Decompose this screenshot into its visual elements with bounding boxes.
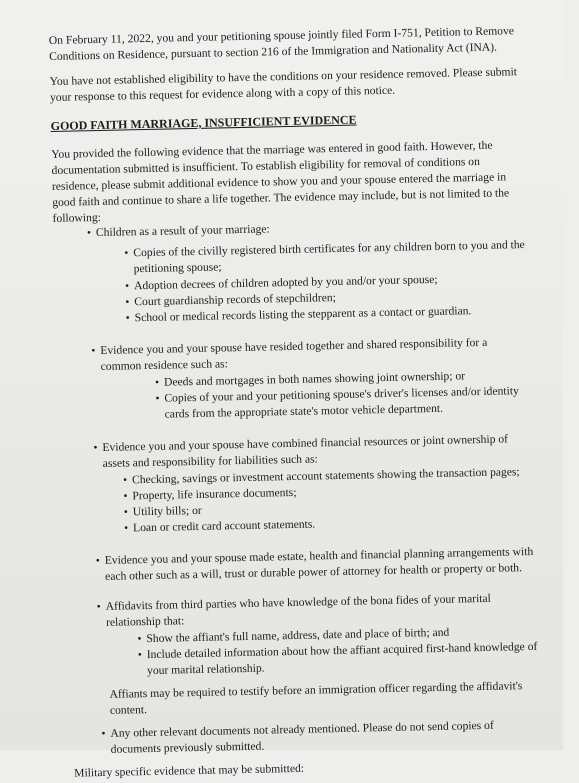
list-item: • Adoption decrees of children adopted by you and/or your spouse; bbox=[125, 270, 526, 294]
military-evidence-line: Military specific evidence that may be submitted: bbox=[74, 761, 305, 780]
eligibility-paragraph: You have not established eligibility to have the conditions on your residence removed. Please submit your response to this request for evidence along with a copy of this notice. bbox=[49, 65, 518, 104]
list-item: • School or medical records listing the stepparent as a contact or guardian. bbox=[126, 302, 527, 326]
list-item: • Property, life insurance documents; bbox=[123, 480, 534, 505]
list-item: • Court guardianship records of stepchildren; bbox=[125, 286, 526, 310]
list-item: • Include detailed information about how the affiant acquired first-hand knowledge of your marital relationship. bbox=[138, 639, 539, 679]
filing-paragraph: On February 11, 2022, you and your petitioning spouse jointly filed Form I-751, Petition to Remove Conditions on Residence, pursuant to section 216 of the Immigration and Nationality Act (INA). bbox=[48, 24, 515, 63]
list-item: • Checking, savings or investment account statements showing the transaction pages; bbox=[123, 464, 534, 489]
list-item: • Show the affiant's full name, address, date and place of birth; and bbox=[137, 623, 537, 647]
estate-bullet: • Evidence you and your spouse made estate, health and financial planning arrangements with each other such as a will, trust or durable power of attorney for health or property or both. bbox=[96, 544, 536, 585]
list-item: • Copies of the civilly registered birth certificates for any children born to you and the petitioning spouse; bbox=[124, 237, 526, 277]
list-item: • Deeds and mortgages in both names showing joint ownership; or bbox=[155, 367, 532, 391]
list-item: • Loan or credit card account statements. bbox=[124, 512, 535, 537]
residence-bullet: • Evidence you and your spouse have resided together and shared responsibility for a common residence such as: bbox=[91, 334, 531, 375]
other-documents-bullet: • Any other relevant documents not already mentioned. Please do not send copies of documents previously submitted. bbox=[101, 717, 541, 758]
financial-bullet: • Evidence you and your spouse have combined financial resources or joint ownership of assets and responsibility for liabilities such as: bbox=[93, 431, 533, 472]
list-item: • Copies of your and your petitioning spouse's driver's licenses and/or identity cards from the appropriate state's motor vehicle department. bbox=[155, 383, 533, 423]
list-item: • Utility bills; or bbox=[124, 496, 535, 521]
affiants-note: Affiants may be required to testify before an immigration officer regarding the affidavit's content. bbox=[109, 679, 523, 717]
section-heading: GOOD FAITH MARRIAGE, INSUFFICIENT EVIDENCE bbox=[50, 112, 357, 133]
evidence-intro-paragraph: You provided the following evidence that the marriage was entered in good faith. However, the documentation submitted is insufficient. To establish eligibility for removal of conditions on residence, please submit additional evidence to show you and your spouse entered the marriage in good faith and continue to share a life together. The evidence may include, but is not limited to the following: bbox=[51, 138, 510, 225]
children-bullet: • Children as a result of your marriage: bbox=[87, 216, 516, 241]
affidavits-bullet: • Affidavits from third parties who have knowledge of the bona fides of your marital relationship that: bbox=[97, 590, 537, 631]
